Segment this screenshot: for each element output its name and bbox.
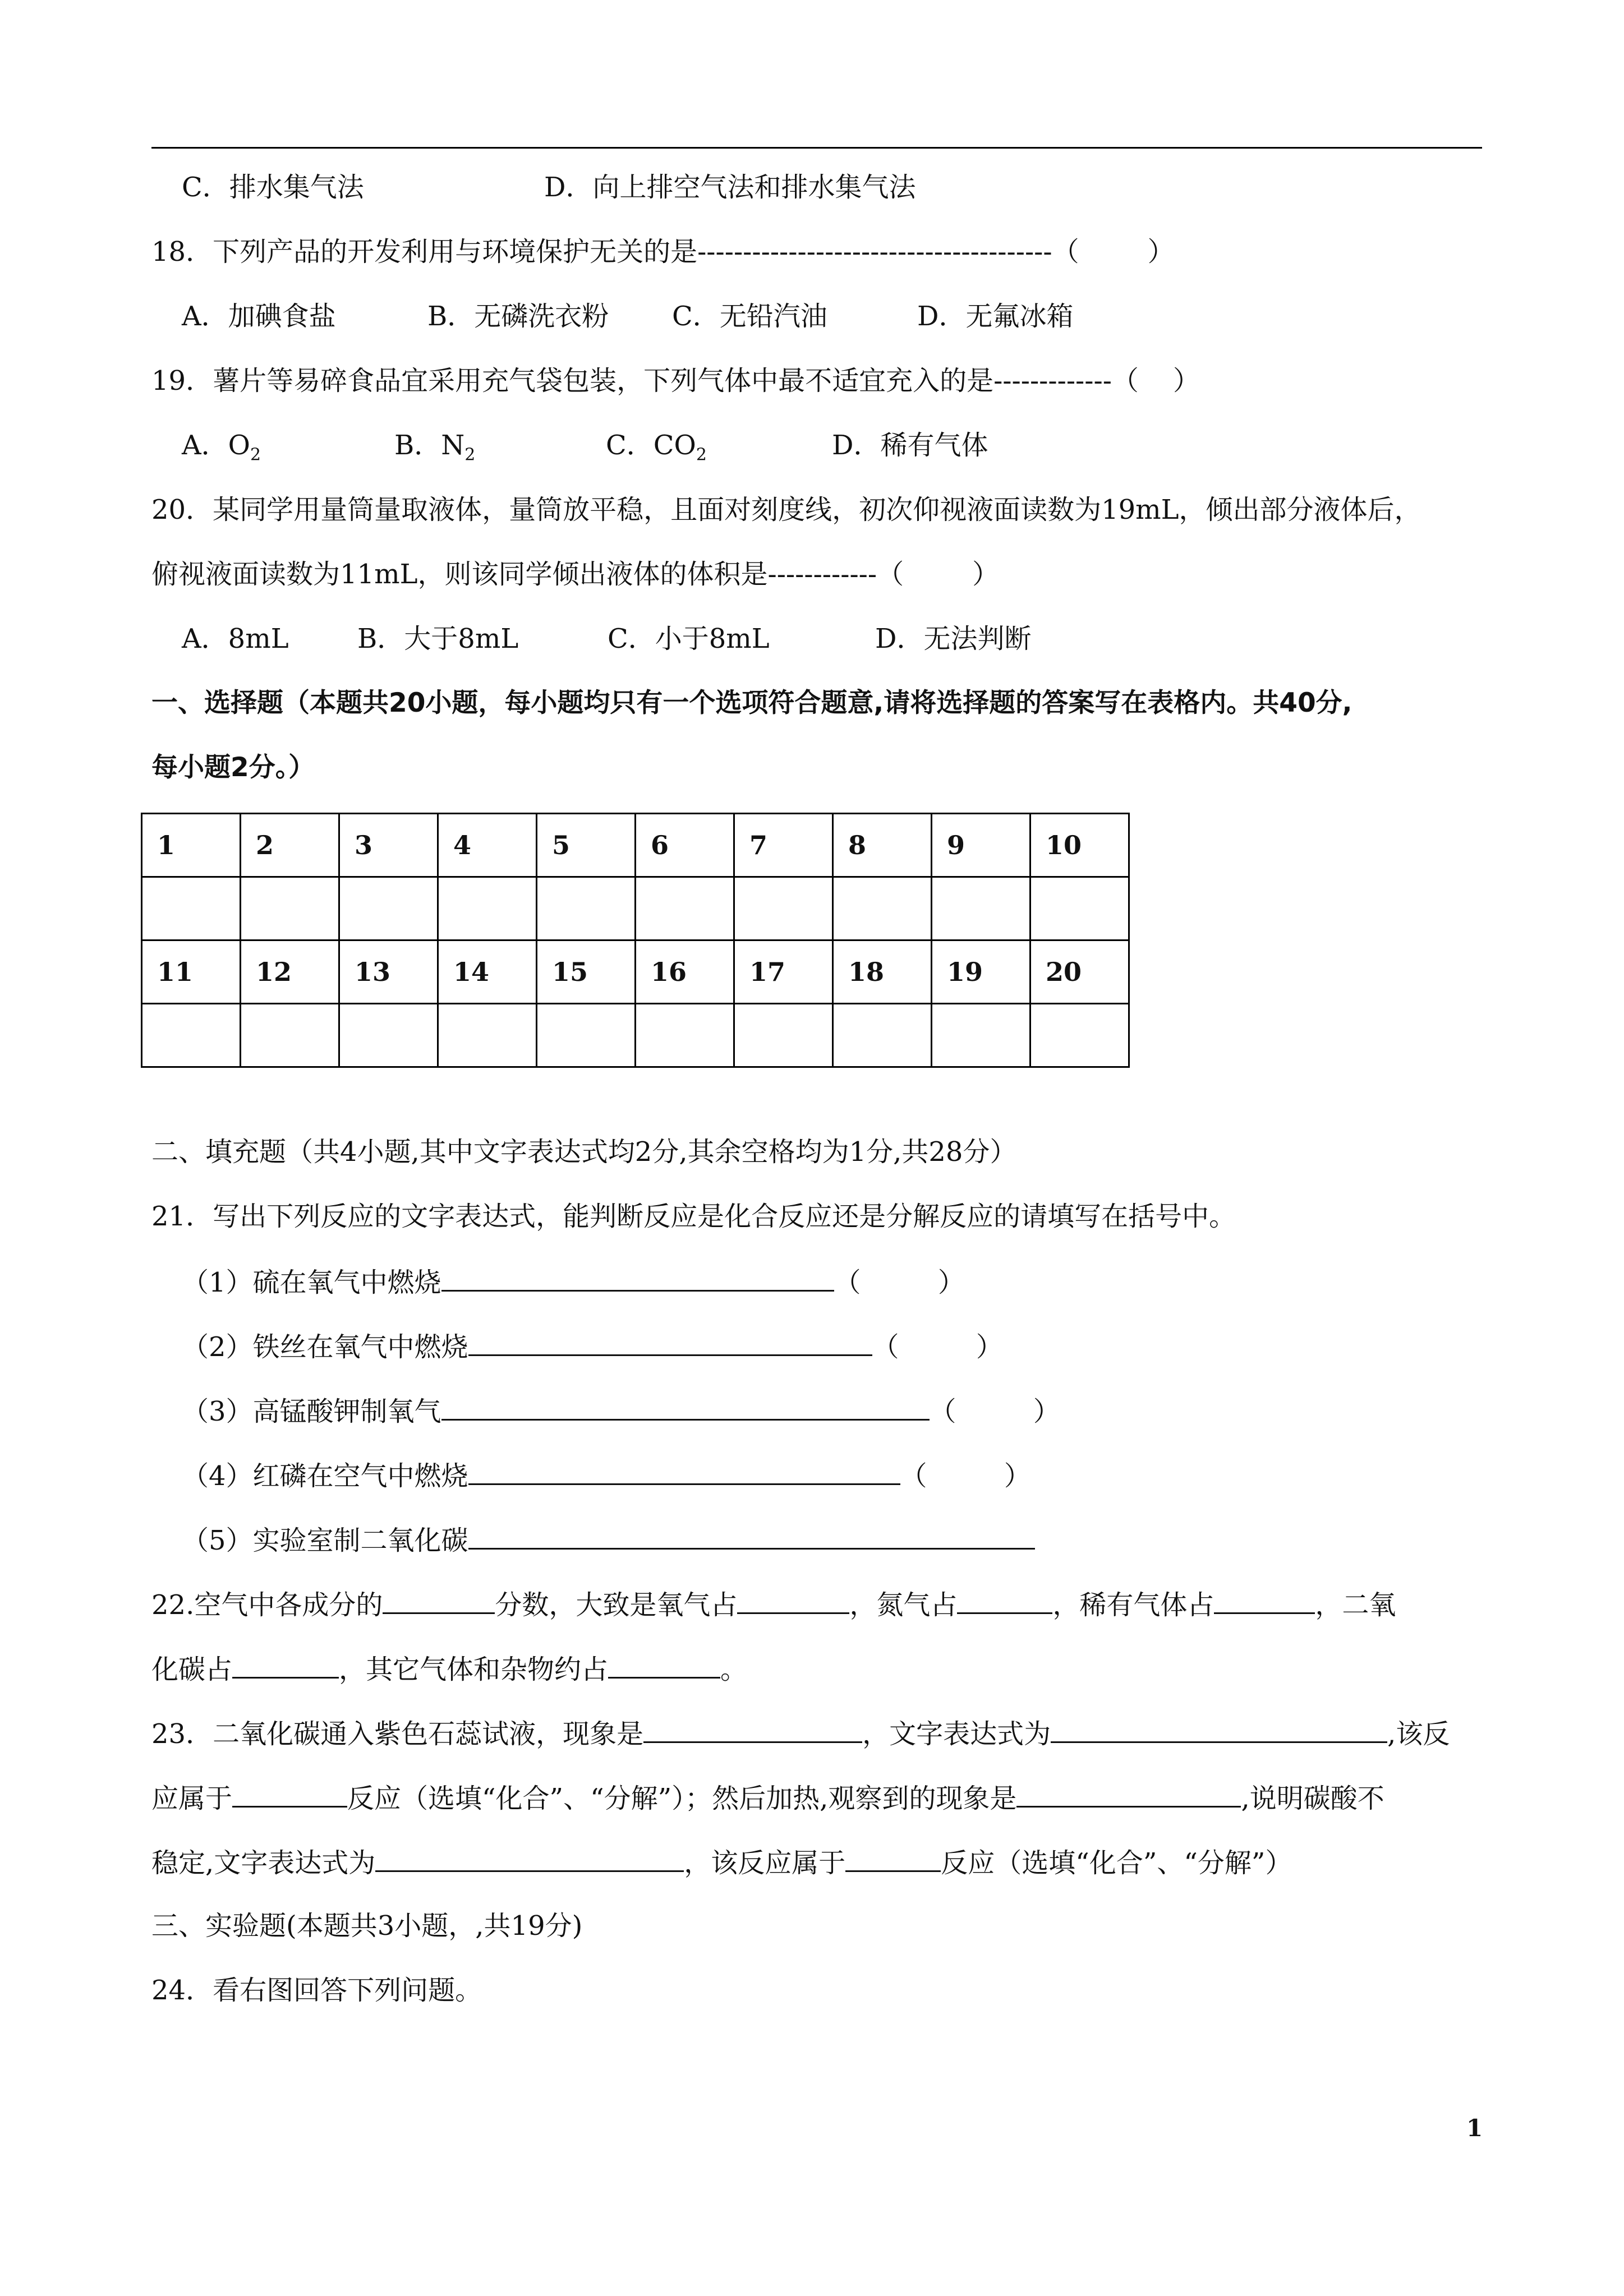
question-23-line2: 应属于 反应（选填“化合”、“分解”）；然后加热,观察到的现象是 ,说明碳酸不 bbox=[151, 1783, 1384, 1814]
table-cell: 10 bbox=[1030, 814, 1129, 877]
table-cell: 9 bbox=[932, 814, 1030, 877]
answer-blank[interactable] bbox=[375, 1848, 684, 1872]
q21-item-1: （1）硫在氧气中燃烧 （ ） bbox=[182, 1267, 965, 1298]
table-row bbox=[142, 814, 1129, 877]
q19-option-b: B．$N_2$ bbox=[394, 430, 476, 465]
table-cell: 11 bbox=[142, 940, 241, 1004]
answer-cell[interactable] bbox=[339, 877, 438, 940]
answer-blank[interactable] bbox=[468, 1332, 872, 1356]
q20-option-b: B．大于8mL bbox=[357, 623, 519, 654]
answer-cell[interactable] bbox=[636, 1004, 734, 1067]
table-cell: 18 bbox=[833, 940, 932, 1004]
question-20-line1: 20．某同学用量筒量取液体，量筒放平稳，且面对刻度线，初次仰视液面读数为19mL，倾出部分液体后， bbox=[151, 494, 1421, 525]
table-cell: 8 bbox=[833, 814, 932, 877]
answer-cell[interactable] bbox=[1030, 877, 1129, 940]
question-23-line1: 23．二氧化碳通入紫色石蕊试液，现象是 ，文字表达式为 ,该反 bbox=[151, 1718, 1450, 1750]
table-cell: 20 bbox=[1030, 940, 1129, 1004]
answer-cell[interactable] bbox=[339, 1004, 438, 1067]
answer-cell[interactable] bbox=[241, 877, 339, 940]
q21-item-5: （5）实验室制二氧化碳 bbox=[182, 1525, 1035, 1554]
answer-blank[interactable] bbox=[468, 1461, 900, 1485]
answer-cell[interactable] bbox=[932, 877, 1030, 940]
answer-cell[interactable] bbox=[833, 877, 932, 940]
q21-item-2: （2）铁丝在氧气中燃烧 （ ） bbox=[182, 1331, 1003, 1363]
q21-item-4: （4）红磷在空气中燃烧 （ ） bbox=[182, 1460, 1031, 1492]
table-row bbox=[142, 1004, 1129, 1067]
answer-cell[interactable] bbox=[438, 877, 537, 940]
table-cell: 19 bbox=[932, 940, 1030, 1004]
answer-blank[interactable] bbox=[643, 1719, 862, 1743]
table-cell: 12 bbox=[241, 940, 339, 1004]
answer-cell[interactable] bbox=[241, 1004, 339, 1067]
answer-table bbox=[141, 813, 1130, 1068]
answer-blank[interactable] bbox=[1016, 1783, 1241, 1808]
option-d-line: D．向上排空气法和排水集气法 bbox=[544, 172, 916, 203]
answer-cell[interactable] bbox=[438, 1004, 537, 1067]
answer-cell[interactable] bbox=[1030, 1004, 1129, 1067]
q18-option-b: B．无磷洗衣粉 bbox=[427, 301, 609, 332]
section-1-heading-line2: 每小题2分。） bbox=[151, 752, 315, 783]
question-18: 18．下列产品的开发利用与环境保护无关的是---------------------------------------（ ） bbox=[151, 236, 1175, 268]
table-cell: 14 bbox=[438, 940, 537, 1004]
answer-blank[interactable] bbox=[468, 1525, 1035, 1550]
header-rule bbox=[151, 147, 1482, 149]
table-cell: 4 bbox=[438, 814, 537, 877]
question-21: 21．写出下列反应的文字表达式，能判断反应是化合反应还是分解反应的请填写在括号中。 bbox=[151, 1201, 1236, 1232]
q19-option-a: A．$O_2$ bbox=[182, 430, 261, 465]
answer-cell[interactable] bbox=[636, 877, 734, 940]
answer-blank[interactable] bbox=[232, 1654, 339, 1679]
answer-cell[interactable] bbox=[734, 1004, 833, 1067]
table-row bbox=[142, 940, 1129, 1004]
table-cell: 2 bbox=[241, 814, 339, 877]
table-cell: 16 bbox=[636, 940, 734, 1004]
answer-cell[interactable] bbox=[833, 1004, 932, 1067]
table-cell: 7 bbox=[734, 814, 833, 877]
answer-cell[interactable] bbox=[142, 877, 241, 940]
table-cell: 17 bbox=[734, 940, 833, 1004]
q19-option-c: C．$CO_2$ bbox=[606, 430, 707, 465]
q20-option-d: D．无法判断 bbox=[875, 623, 1032, 654]
q18-option-c: C．无铅汽油 bbox=[672, 301, 827, 332]
answer-blank[interactable] bbox=[737, 1590, 849, 1614]
section-2-heading: 二、填充题（共4小题,其中文字表达式均2分,其余空格均为1分,共28分） bbox=[151, 1136, 1017, 1168]
answer-cell[interactable] bbox=[932, 1004, 1030, 1067]
question-19: 19．薯片等易碎食品宜采用充气袋包装，下列气体中最不适宜充入的是-------------（ ） bbox=[151, 365, 1200, 397]
answer-blank[interactable] bbox=[441, 1267, 834, 1292]
page-number: 1 bbox=[1466, 2114, 1483, 2142]
answer-blank[interactable] bbox=[845, 1848, 941, 1872]
q20-option-a: A．8mL bbox=[182, 623, 289, 654]
answer-cell[interactable] bbox=[537, 877, 636, 940]
section-3-heading: 三、实验题(本题共3小题，,共19分) bbox=[151, 1910, 583, 1942]
table-cell: 1 bbox=[142, 814, 241, 877]
q19-option-d: D．稀有气体 bbox=[832, 430, 988, 461]
table-row bbox=[142, 877, 1129, 940]
answer-blank[interactable] bbox=[957, 1590, 1052, 1614]
answer-blank[interactable] bbox=[1051, 1719, 1387, 1743]
question-22-line2: 化碳占 ，其它气体和杂物约占 。 bbox=[151, 1654, 748, 1685]
answer-blank[interactable] bbox=[232, 1783, 347, 1808]
q18-option-a: A．加碘食盐 bbox=[182, 301, 336, 332]
table-cell: 5 bbox=[537, 814, 636, 877]
q21-item-3: （3）高锰酸钾制氧气 （ ） bbox=[182, 1396, 1060, 1427]
answer-cell[interactable] bbox=[537, 1004, 636, 1067]
answer-blank[interactable] bbox=[383, 1590, 495, 1614]
section-1-heading-line1: 一、选择题（本题共20小题，每小题均只有一个选项符合题意,请将选择题的答案写在表格内。共40分, bbox=[151, 688, 1352, 718]
table-cell: 13 bbox=[339, 940, 438, 1004]
question-20-line2: 俯视液面读数为11mL，则该同学倾出液体的体积是------------（ ） bbox=[151, 559, 1000, 590]
question-23-line3: 稳定,文字表达式为 ，该反应属于 反应（选填“化合”、“分解”） bbox=[151, 1847, 1292, 1879]
answer-blank[interactable] bbox=[608, 1654, 720, 1679]
option-c-line: C．排水集气法 bbox=[182, 172, 364, 203]
question-24: 24．看右图回答下列问题。 bbox=[151, 1975, 482, 2006]
question-22-line1: 22.空气中各成分的 分数，大致是氧气占 ，氮气占 ，稀有气体占 ，二氧 bbox=[151, 1589, 1396, 1621]
table-cell: 3 bbox=[339, 814, 438, 877]
answer-cell[interactable] bbox=[142, 1004, 241, 1067]
q20-option-c: C．小于8mL bbox=[608, 623, 770, 654]
answer-blank[interactable] bbox=[441, 1396, 930, 1421]
table-cell: 15 bbox=[537, 940, 636, 1004]
answer-cell[interactable] bbox=[734, 877, 833, 940]
table-cell: 6 bbox=[636, 814, 734, 877]
q18-option-d: D．无氟冰箱 bbox=[917, 301, 1074, 332]
answer-blank[interactable] bbox=[1214, 1590, 1315, 1614]
